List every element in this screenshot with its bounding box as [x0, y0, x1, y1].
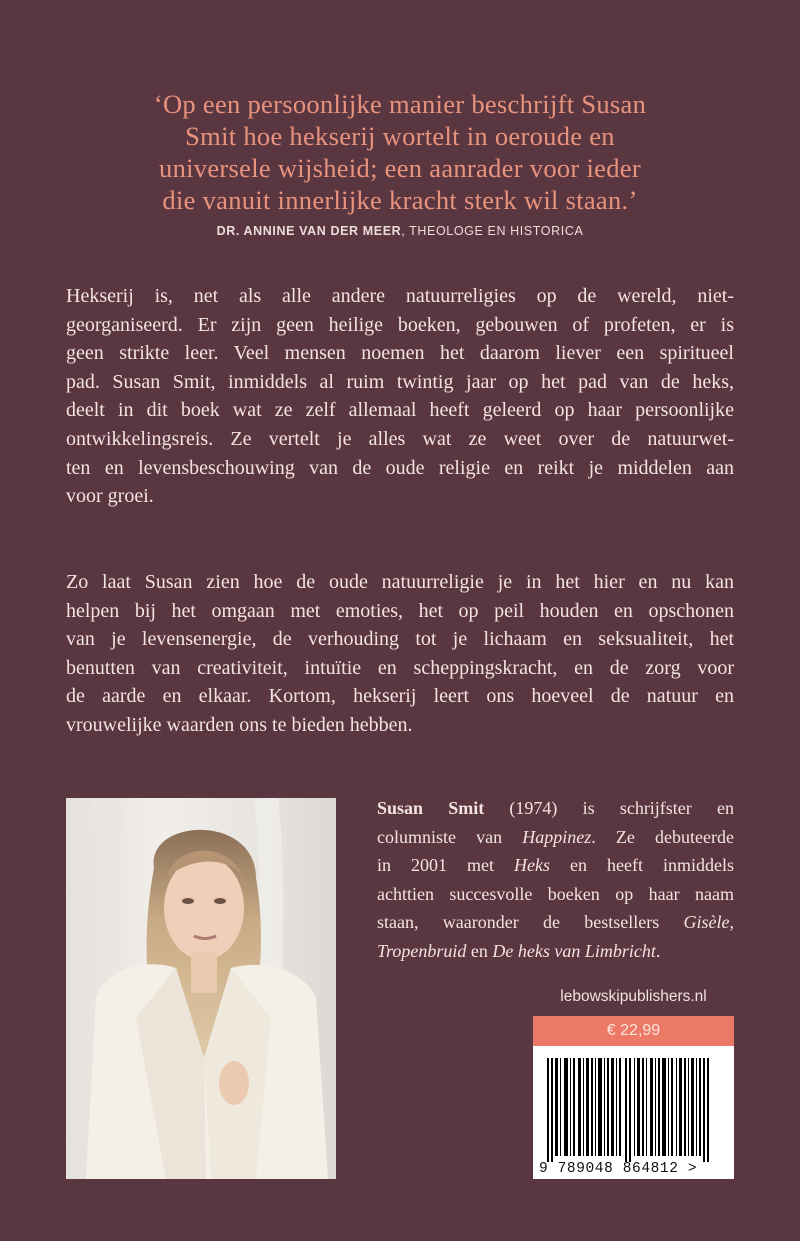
isbn-barcode — [533, 1046, 734, 1179]
text-line: vrouwelijke waarden ons te bieden hebben. — [66, 713, 413, 736]
bio-text: columniste van — [377, 826, 523, 847]
bio-line: achttien succesvolle boeken op haar naam — [377, 883, 734, 904]
text-line: van je levensenergie, de verhouding tot je lichaam en seksualiteit, het — [66, 628, 734, 651]
bio-text: en heeft inmiddels — [550, 855, 734, 875]
bio-line — [377, 908, 734, 937]
bio-line — [377, 823, 734, 852]
barcode-icon — [533, 1046, 734, 1179]
bio-text: en — [466, 940, 493, 961]
bio-text: (1974) is schrijfster en — [484, 798, 734, 818]
text-line: georganiseerd. Er zijn geen heilige boeken, gebouwen of profeten, er is — [66, 313, 734, 336]
bio-text: in 2001 met — [377, 855, 515, 875]
quote-line: die vanuit innerlijke kracht sterk wil staan.’ — [162, 185, 638, 215]
quote-line: ‘Op een persoonlijke manier beschrijft Susan — [153, 89, 647, 119]
quote-attribution — [0, 224, 800, 238]
quote-line: universele wijsheid; een aanrader voor ieder — [159, 153, 641, 183]
price-tag: € 22,99 — [533, 1016, 734, 1046]
description-paragraph-1 — [66, 282, 734, 511]
text-line: de aarde en elkaar. Kortom, hekserij leert ons hoeveel de natuur en — [66, 685, 734, 708]
text-line: deelt in dit boek wat ze zelf allemaal heeft geleerd op haar persoonlijke — [66, 399, 734, 422]
book-title: Heks — [514, 855, 550, 875]
text-line: helpen bij het omgaan met emoties, het op peil houden en opschonen — [66, 599, 734, 622]
author-name: Susan Smit — [377, 798, 485, 818]
attribution-name: DR. ANNINE VAN DER MEER — [216, 224, 402, 238]
blurb-quote — [60, 88, 740, 216]
bio-text: . Ze debuteerde — [591, 826, 734, 847]
text-line: voor groei. — [66, 485, 154, 508]
text-line: Zo laat Susan zien hoe de oude natuurreligie je in het hier en nu kan — [66, 571, 734, 593]
book-title: Tropenbruid — [377, 940, 467, 961]
bio-line — [377, 937, 734, 966]
bio-text: staan, waaronder de bestsellers — [377, 912, 684, 932]
text-line: benutten van creativiteit, intuïtie en scheppingskracht, en de zorg voor — [66, 656, 734, 679]
text-line: pad. Susan Smit, inmiddels al ruim twintig jaar op het pad van de heks, — [66, 370, 734, 393]
book-title: Gisèle — [683, 912, 730, 932]
description-paragraph-2 — [66, 568, 734, 740]
publisher-url[interactable]: lebowskipublishers.nl — [560, 988, 707, 1005]
text-line: geen strikte leer. Veel mensen noemen het daarom liever een spiritueel — [66, 342, 734, 365]
author-bio — [377, 794, 734, 965]
bio-line — [377, 851, 734, 880]
isbn-digits: 9 789048 864812 > — [539, 1161, 698, 1177]
author-photo — [66, 798, 336, 1179]
magazine-title: Happinez — [522, 826, 592, 847]
attribution-role: , THEOLOGE EN HISTORICA — [401, 224, 584, 238]
text-line: ten en levensbeschouwing van de oude religie en reikt je middelen aan — [66, 456, 734, 479]
bio-text: , — [729, 912, 734, 932]
author-portrait-illustration — [66, 798, 336, 1179]
book-title: De heks van Limbricht — [492, 940, 656, 961]
text-line: Hekserij is, net als alle andere natuurreligies op de wereld, niet- — [66, 285, 734, 307]
quote-line: Smit hoe hekserij wortelt in oeroude en — [185, 121, 615, 151]
bio-text: . — [655, 940, 661, 961]
text-line: ontwikkelingsreis. Ze vertelt je alles wat ze weet over de natuurwet- — [66, 427, 734, 450]
bio-line — [377, 794, 734, 823]
